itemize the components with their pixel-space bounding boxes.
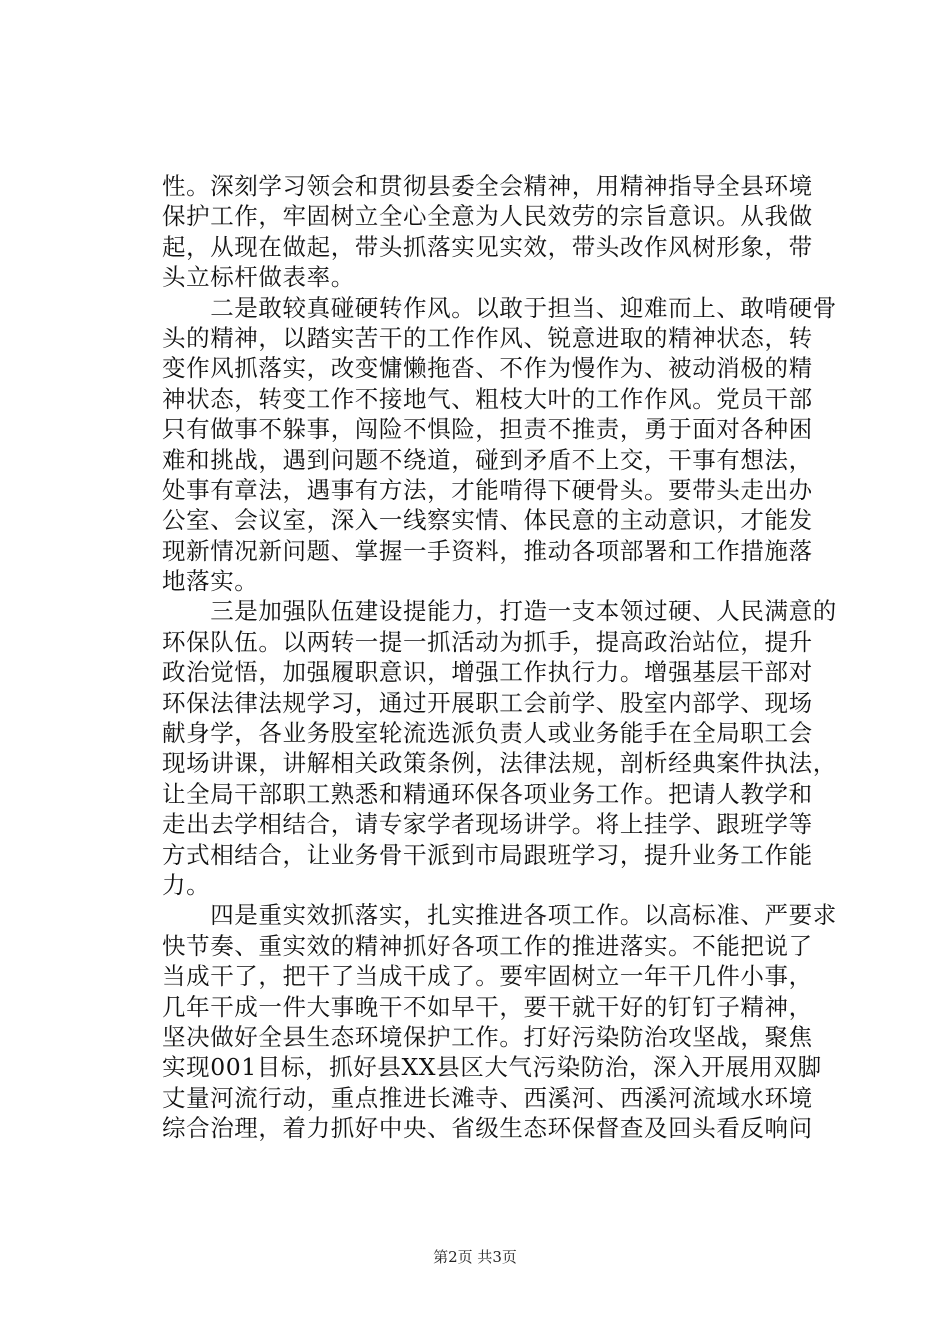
text-line: 坚决做好全县生态环境保护工作。打好污染防治攻坚战，聚焦 [162, 1022, 813, 1051]
text-line: 只有做事不躲事，闯险不惧险，担责不推责，勇于面对各种困 [162, 415, 813, 444]
body-text [162, 171, 842, 1144]
text-line: 丈量河流行动，重点推进长滩寺、西溪河、西溪河流域水环境 [162, 1083, 813, 1112]
text-line: 难和挑战，遇到问题不绕道，碰到矛盾不上交，干事有想法， [162, 445, 813, 474]
text-line: 二是敢较真碰硬转作风。以敢于担当、迎难而上、敢啃硬骨 [162, 293, 837, 322]
text-line: 地落实。 [162, 567, 259, 596]
text-line: 处事有章法，遇事有方法，才能啃得下硬骨头。要带头走出办 [162, 475, 813, 504]
text-line: 环保法律法规学习，通过开展职工会前学、股室内部学、现场 [162, 688, 813, 717]
text-line: 综合治理，着力抓好中央、省级生态环保督查及回头看反响问 [162, 1114, 813, 1143]
text-line: 环保队伍。以两转一提一抓活动为抓手，提高政治站位，提升 [162, 627, 813, 656]
text-line: 四是重实效抓落实，扎实推进各项工作。以高标准、严要求 [162, 901, 837, 930]
page-number: 第2页 共3页 [433, 1248, 517, 1266]
text-line: 献身学，各业务股室轮流选派负责人或业务能手在全局职工会 [162, 719, 813, 748]
text-line: 性。深刻学习领会和贯彻县委全会精神，用精神指导全县环境 [162, 172, 813, 200]
text-line: 政治觉悟，加强履职意识，增强工作执行力。增强基层干部对 [162, 658, 813, 687]
text-line: 方式相结合，让业务骨干派到市局跟班学习，提升业务工作能 [162, 840, 813, 869]
text-line: 实现001目标，抓好县XX县区大气污染防治，深入开展用双脚 [162, 1053, 822, 1082]
text-line: 头的精神，以踏实苦干的工作作风、锐意进取的精神状态，转 [162, 323, 813, 352]
text-line: 现新情况新问题、掌握一手资料，推动各项部署和工作措施落 [162, 536, 813, 565]
text-line: 公室、会议室，深入一线察实情、体民意的主动意识，才能发 [162, 506, 813, 535]
text-line: 变作风抓落实，改变慵懒拖沓、不作为慢作为、被动消极的精 [162, 354, 813, 383]
text-line: 走出去学相结合，请专家学者现场讲学。将上挂学、跟班学等 [162, 810, 813, 839]
text-line: 三是加强队伍建设提能力，打造一支本领过硬、人民满意的 [162, 597, 837, 626]
text-line: 快节奏、重实效的精神抓好各项工作的推进落实。不能把说了 [162, 931, 813, 960]
text-line: 几年干成一件大事晚干不如早干，要干就干好的钉钉子精神， [162, 992, 813, 1021]
page-footer [0, 1247, 950, 1267]
text-line: 当成干了，把干了当成干成了。要牢固树立一年干几件小事， [162, 962, 813, 991]
text-line: 力。 [162, 870, 211, 899]
text-line: 头立标杆做表率。 [162, 263, 355, 292]
text-line: 神状态，转变工作不接地气、粗枝大叶的工作作风。党员干部 [162, 384, 813, 413]
text-line: 起，从现在做起，带头抓落实见实效，带头改作风树形象，带 [162, 232, 813, 261]
text-line: 让全局干部职工熟悉和精通环保各项业务工作。把请人教学和 [162, 779, 813, 808]
text-line: 保护工作，牢固树立全心全意为人民效劳的宗旨意识。从我做 [162, 202, 813, 231]
text-line: 现场讲课，讲解相关政策条例，法律法规，剖析经典案件执法， [162, 749, 837, 778]
